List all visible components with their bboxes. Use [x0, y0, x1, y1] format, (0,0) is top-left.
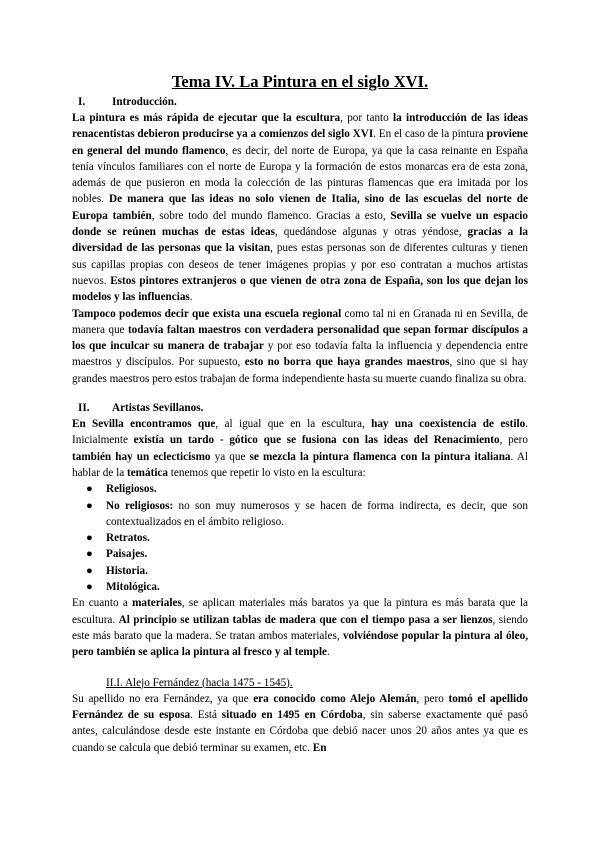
section-title: Artistas Sevillanos.	[112, 402, 204, 415]
list-item	[86, 498, 528, 531]
text-run: .	[189, 291, 193, 304]
list-item	[86, 579, 528, 595]
list-item	[86, 563, 528, 579]
section-title: Introducción.	[112, 96, 177, 108]
bullet-icon: ●	[86, 564, 93, 577]
text-run: , sino que si hay grandes maestros pero estos trabajan de forma independiente hasta su muerte cuando finaliza su obra.	[72, 356, 529, 385]
paragraph	[72, 595, 528, 660]
bold-text: Al principio se utilizan tablas de madera que con el tiempo pasa a ser lienzos	[118, 613, 493, 626]
bold-text: temática	[126, 466, 168, 479]
list-item	[86, 481, 528, 497]
text-run: no son muy numerosos y se hacen de forma indirecta, es decir, que son contextualizados en el ámbito religioso.	[106, 499, 528, 528]
bold-text: Estos pintores extranjeros o que vienen de otra zona de España, son los que dejan los modelos y las influencias	[72, 274, 528, 304]
bullet-icon: ●	[86, 532, 93, 545]
section-heading-introduccion	[72, 95, 528, 110]
bold-text: situado en 1495 en Córdoba	[221, 709, 363, 722]
text-run: , pero	[416, 692, 449, 705]
bold-text: la introducción de las ideas renacentistas debieron producirse ya a comienzos del siglo XVI	[72, 112, 528, 141]
document-page	[72, 72, 528, 756]
bold-text: De manera que las ideas no solo vienen de Italia, sino de las escuelas del norte de Europa también	[72, 193, 528, 222]
bold-text: existía un tardo - gótico que se fusiona con las ideas del Renacimiento	[133, 434, 500, 447]
paragraph	[72, 306, 528, 387]
text-run: , por tanto	[340, 112, 394, 124]
text-run: , al igual que en la escultura,	[215, 418, 372, 431]
bold-text: La pintura es más rápida de ejecutar que la escultura	[72, 112, 341, 124]
text-run: En cuanto a	[72, 597, 133, 610]
text-run: . Inicialmente	[72, 418, 528, 447]
bold-text: hay una coexistencia de estilo	[371, 418, 526, 431]
paragraph	[72, 691, 528, 756]
bold-text: era conocido como Alejo Alemán	[253, 692, 417, 705]
bold-text: todavía faltan maestros con verdadera personalidad que sepan formar discípulos a los que inculcar su manera de trabajar	[72, 323, 529, 353]
bold-text: tomó el apellido Fernández de su esposa	[72, 692, 528, 722]
text-run: . En el caso de la pintura	[373, 128, 487, 141]
text-run: , es decir, del norte de Europa, ya que la casa reinante en España tenía vínculos familiares con el norte de Europa y la formación de estos monarcas era de esta zona, además de que pusieron en moda la colección de las pinturas flamencas que era imitada por los nobles.	[72, 144, 528, 206]
bold-text: se mezcla la pintura flamenca con la pintura italiana	[249, 450, 511, 463]
page-title: Tema IV. La Pintura en el siglo XVI.	[171, 72, 429, 91]
text-run: , sobre todo del mundo flamenco. Gracias a esto,	[151, 209, 391, 222]
bold-text: Mitológica.	[106, 581, 160, 594]
text-run: , pero	[499, 434, 528, 447]
bullet-icon: ●	[86, 548, 93, 561]
bold-text: En	[312, 741, 327, 754]
bold-text: también hay un eclecticismo	[72, 450, 211, 463]
text-run: . Al hablar de la	[72, 450, 529, 479]
text-run: , se aplican materiales más baratos ya que la pintura es más barata que la escultura.	[72, 597, 528, 626]
section-number: I.	[78, 96, 86, 108]
bold-text: volviéndose popular la pintura al óleo, pero también se aplica la pintura al fresco y al temple	[72, 629, 528, 659]
tematica-list	[72, 481, 528, 595]
bold-text: No religiosos:	[106, 499, 174, 512]
bold-text: Retratos.	[106, 532, 150, 545]
text-run: tenemos que repetir lo visto en la escultura:	[167, 466, 366, 479]
bold-text: materiales	[132, 597, 182, 610]
text-run: ya que	[210, 450, 250, 463]
text-run: , siendo este más barato que la madera. Se tratan ambos materiales,	[72, 613, 528, 642]
text-run: , sin saberse exactamente qué pasó antes, calculándose desde este instante en Córdoba que debió nacer unos 20 años antes ya que es cuando se calcula que debió terminar su examen, etc.	[72, 709, 528, 754]
bold-text: Historia.	[106, 564, 148, 577]
section-heading-artistas	[72, 401, 528, 416]
text-run: . Está	[190, 709, 222, 722]
paragraph	[72, 416, 528, 481]
list-item	[86, 546, 528, 562]
text-run: , quedándose algunas y otras yéndose,	[274, 226, 468, 239]
subsection-heading: II.I. Alejo Fernández (hacia 1475 - 1545).	[106, 676, 293, 689]
paragraph	[72, 110, 528, 306]
bold-text: proviene en general del mundo flamenco	[72, 128, 528, 157]
text-run: y por eso todavía falta la influencia y dependencia entre maestros y discípulos. Por supuesto,	[72, 340, 528, 369]
bullet-icon: ●	[86, 581, 93, 594]
bold-text: En Sevilla encontramos que	[72, 418, 216, 431]
text-run: como tal ni en Granada ni en Sevilla, de manera que	[72, 307, 528, 336]
text-run: , pues estas personas son de diferentes culturas y tienen sus capillas propias con deseos de tener imágenes propias y por eso contratan a muchos artistas nuevos.	[72, 242, 529, 287]
bullet-icon: ●	[86, 499, 93, 512]
text-run: Su apellido no era Fernández, ya que	[72, 692, 254, 705]
bold-text: Paisajes.	[106, 548, 148, 561]
bold-text: Sevilla se vuelve un espacio donde se reúnen muchas de estas ideas	[72, 209, 528, 239]
bold-text: esto no borra que haya grandes maestros	[244, 356, 450, 369]
text-run: .	[327, 646, 330, 659]
bold-text: gracias a la diversidad de las personas que la visitan	[72, 226, 528, 255]
bold-text: Tampoco podemos decir que exista una escuela regional	[72, 307, 342, 320]
list-item	[86, 530, 528, 546]
bold-text: Religiosos.	[106, 483, 157, 496]
bullet-icon: ●	[86, 483, 93, 496]
section-number: II.	[78, 402, 90, 415]
